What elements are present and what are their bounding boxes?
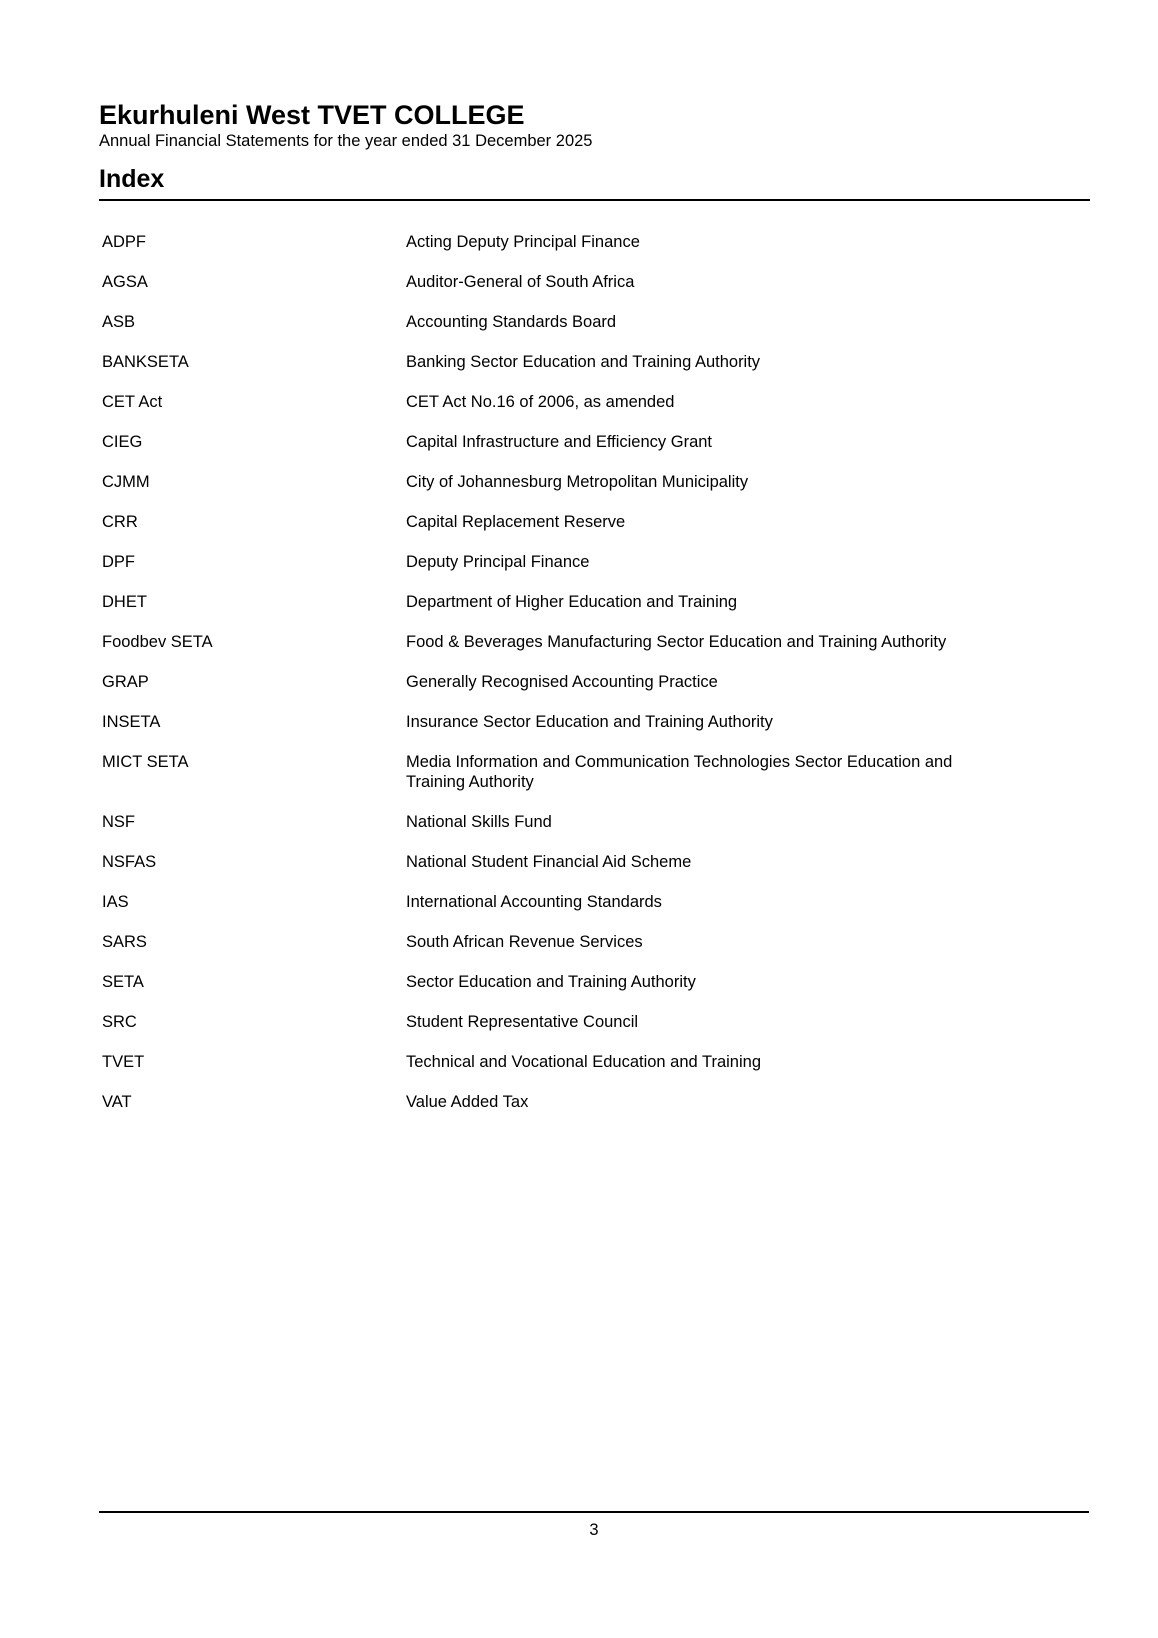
- abbreviation-definition: Value Added Tax: [406, 1093, 529, 1111]
- abbreviation-definition: Insurance Sector Education and Training Authority: [406, 713, 773, 731]
- abbreviation-term: CJMM: [102, 473, 150, 491]
- list-item: [102, 812, 1062, 832]
- list-item: [102, 352, 1062, 372]
- abbreviation-definition: Banking Sector Education and Training Authority: [406, 353, 761, 371]
- abbreviation-term: TVET: [102, 1053, 145, 1071]
- abbreviation-list: [102, 232, 1062, 1132]
- abbreviation-term: DHET: [102, 593, 147, 611]
- list-item: [102, 712, 1062, 732]
- list-item: [102, 312, 1062, 332]
- list-item: [102, 592, 1062, 612]
- abbreviation-definition: Accounting Standards Board: [406, 313, 617, 331]
- list-item: [102, 1012, 1062, 1032]
- abbreviation-definition: Media Information and Communication Technologies Sector Education and Training Authority: [406, 753, 953, 791]
- list-item: [102, 232, 1062, 252]
- abbreviation-definition: Acting Deputy Principal Finance: [406, 233, 640, 251]
- abbreviation-term: VAT: [102, 1093, 132, 1111]
- page-number: 3: [589, 1521, 599, 1539]
- abbreviation-term: SARS: [102, 933, 147, 951]
- abbreviation-term: CRR: [102, 513, 138, 531]
- abbreviation-definition: National Skills Fund: [406, 813, 552, 831]
- abbreviation-definition: Deputy Principal Finance: [406, 553, 590, 571]
- abbreviation-definition: Capital Infrastructure and Efficiency Grant: [406, 433, 713, 451]
- list-item: [102, 512, 1062, 532]
- list-item: [102, 672, 1062, 692]
- list-item: [102, 472, 1062, 492]
- abbreviation-term: DPF: [102, 553, 135, 571]
- section-heading: Index: [99, 165, 165, 193]
- abbreviation-definition: CET Act No.16 of 2006, as amended: [406, 393, 675, 411]
- abbreviation-term: GRAP: [102, 673, 149, 691]
- abbreviation-term: BANKSETA: [102, 353, 189, 371]
- abbreviation-definition: Food & Beverages Manufacturing Sector Education and Training Authority: [406, 633, 947, 651]
- heading-divider: [99, 199, 1090, 201]
- abbreviation-term: NSF: [102, 813, 135, 831]
- abbreviation-term: NSFAS: [102, 853, 157, 871]
- abbreviation-term: ADPF: [102, 233, 147, 251]
- abbreviation-term: CET Act: [102, 393, 163, 411]
- footer-divider: [99, 1511, 1089, 1513]
- list-item: [102, 432, 1062, 452]
- abbreviation-term: Foodbev SETA: [102, 633, 213, 651]
- abbreviation-definition: Student Representative Council: [406, 1013, 639, 1031]
- organization-title: Ekurhuleni West TVET COLLEGE: [99, 100, 525, 130]
- abbreviation-definition: City of Johannesburg Metropolitan Municipality: [406, 473, 749, 491]
- abbreviation-term: AGSA: [102, 273, 148, 291]
- abbreviation-definition: International Accounting Standards: [406, 893, 662, 911]
- list-item: [102, 1052, 1062, 1072]
- list-item: [102, 752, 1062, 792]
- list-item: [102, 852, 1062, 872]
- list-item: [102, 972, 1062, 992]
- abbreviation-definition: National Student Financial Aid Scheme: [406, 853, 692, 871]
- list-item: [102, 892, 1062, 912]
- abbreviation-term: SETA: [102, 973, 144, 991]
- abbreviation-definition: Sector Education and Training Authority: [406, 973, 696, 991]
- abbreviation-definition: Auditor-General of South Africa: [406, 273, 635, 291]
- list-item: [102, 392, 1062, 412]
- list-item: [102, 632, 1062, 652]
- list-item: [102, 272, 1062, 292]
- abbreviation-definition: Capital Replacement Reserve: [406, 513, 626, 531]
- list-item: [102, 552, 1062, 572]
- list-item: [102, 1092, 1062, 1112]
- abbreviation-definition: Department of Higher Education and Training: [406, 593, 738, 611]
- abbreviation-term: MICT SETA: [102, 753, 189, 771]
- document-subtitle: Annual Financial Statements for the year ended 31 December 2025: [99, 132, 593, 150]
- abbreviation-definition: South African Revenue Services: [406, 933, 643, 951]
- list-item: [102, 932, 1062, 952]
- abbreviation-term: CIEG: [102, 433, 143, 451]
- abbreviation-term: ASB: [102, 313, 136, 331]
- abbreviation-term: SRC: [102, 1013, 137, 1031]
- abbreviation-definition: Generally Recognised Accounting Practice: [406, 673, 718, 691]
- abbreviation-definition: Technical and Vocational Education and Training: [406, 1053, 761, 1071]
- abbreviation-term: IAS: [102, 893, 129, 911]
- abbreviation-term: INSETA: [102, 713, 161, 731]
